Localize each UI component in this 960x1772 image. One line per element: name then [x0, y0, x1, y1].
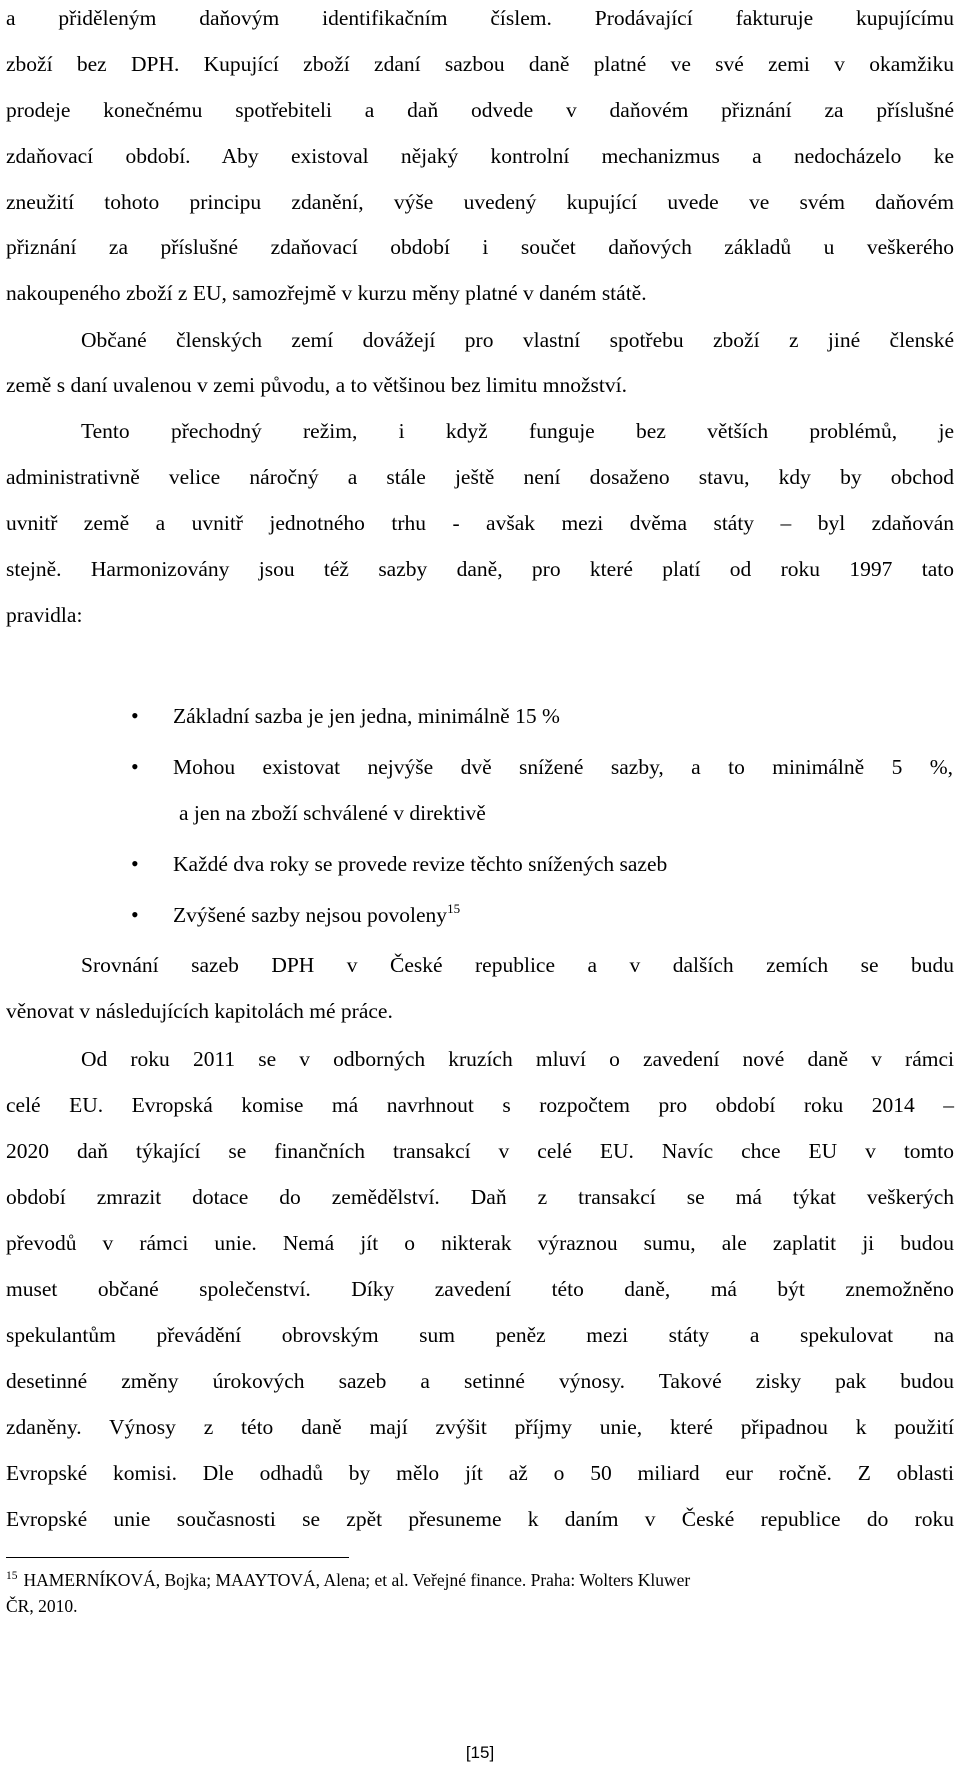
- bullet-item: Mohou existovat nejvýše dvě snížené sazby, a to minimálně 5 %,: [173, 755, 953, 779]
- paragraph-line: země s daní uvalenou v zemi původu, a to většinou bez limitu množství.: [6, 373, 627, 397]
- paragraph-line: přiznání za příslušné zdaňovací období i součet daňových základů u veškerého: [6, 235, 954, 259]
- bullet-item-text: Zvýšené sazby nejsou povoleny: [173, 903, 448, 927]
- bullet-marker: •: [131, 754, 139, 779]
- bullet-marker: •: [131, 851, 139, 876]
- paragraph-line: Tento přechodný režim, i když funguje bez větších problémů, je: [81, 419, 954, 443]
- paragraph-line: zneužití tohoto principu zdanění, výše uvedený kupující uvede ve svém daňovém: [6, 190, 954, 214]
- paragraph-line: Od roku 2011 se v odborných kruzích mluví o zavedení nové daně v rámci: [81, 1047, 954, 1071]
- paragraph-line: zdaněny. Výnosy z této daně mají zvýšit příjmy unie, které připadnou k použití: [6, 1415, 954, 1439]
- paragraph-line: pravidla:: [6, 603, 83, 627]
- paragraph-line: zdaňovací období. Aby existoval nějaký kontrolní mechanizmus a nedocházelo ke: [6, 144, 954, 168]
- paragraph-line: muset občané společenství. Díky zavedení této daně, má být znemožněno: [6, 1277, 954, 1301]
- paragraph-line: celé EU. Evropská komise má navrhnout s rozpočtem pro období roku 2014 –: [6, 1093, 954, 1117]
- paragraph-line: zboží bez DPH. Kupující zboží zdaní sazbou daně platné ve své zemi v okamžiku: [6, 52, 954, 76]
- bullet-item: [173, 901, 460, 929]
- footnote-separator: [6, 1557, 349, 1558]
- paragraph-line: Evropské unie současnosti se zpět přesuneme k daním v České republice do roku: [6, 1507, 954, 1531]
- bullet-item: Každé dva roky se provede revize těchto snížených sazeb: [173, 852, 668, 876]
- paragraph-line: Občané členských zemí dovážejí pro vlastní spotřebu zboží z jiné členské: [81, 328, 954, 352]
- paragraph-line: spekulantům převádění obrovským sum peněz mezi státy a spekulovat na: [6, 1323, 954, 1347]
- paragraph-line: prodeje konečnému spotřebiteli a daň odvede v daňovém přiznání za příslušné: [6, 98, 954, 122]
- bullet-item-continuation: a jen na zboží schválené v direktivě: [179, 801, 486, 825]
- paragraph-line: desetinné změny úrokových sazeb a setinné výnosy. Takové zisky pak budou: [6, 1369, 954, 1393]
- page-number: [15]: [465, 1743, 495, 1762]
- footnote: [6, 1569, 954, 1594]
- bullet-marker: •: [131, 703, 139, 728]
- paragraph-line: nakoupeného zboží z EU, samozřejmě v kurzu měny platné v daném státě.: [6, 281, 647, 305]
- paragraph-line: Srovnání sazeb DPH v České republice a v dalších zemích se budu: [81, 953, 954, 977]
- footnote-text: HAMERNÍKOVÁ, Bojka; MAAYTOVÁ, Alena; et al. Veřejné finance. Praha: Wolters Kluwer: [23, 1570, 691, 1590]
- paragraph-line: období zmrazit dotace do zemědělství. Daň z transakcí se má týkat veškerých: [6, 1185, 954, 1209]
- paragraph-line: 2020 daň týkající se finančních transakcí v celé EU. Navíc chce EU v tomto: [6, 1139, 954, 1163]
- footnote-continuation: ČR, 2010.: [6, 1596, 78, 1616]
- footnote-number: 15: [6, 1570, 18, 1582]
- paragraph-line: stejně. Harmonizovány jsou též sazby daně, pro které platí od roku 1997 tato: [6, 557, 954, 581]
- bullet-item: Základní sazba je jen jedna, minimálně 15 %: [173, 704, 560, 728]
- paragraph-line: věnovat v následujících kapitolách mé práce.: [6, 999, 393, 1023]
- footnote-reference: 15: [447, 900, 461, 916]
- paragraph-line: a přiděleným daňovým identifikačním číslem. Prodávající fakturuje kupujícímu: [6, 6, 954, 30]
- paragraph-line: uvnitř země a uvnitř jednotného trhu - avšak mezi dvěma státy – byl zdaňován: [6, 511, 954, 535]
- paragraph-line: administrativně velice náročný a stále ještě není dosaženo stavu, kdy by obchod: [6, 465, 954, 489]
- paragraph-line: převodů v rámci unie. Nemá jít o nikterak výraznou sumu, ale zaplatit ji budou: [6, 1231, 954, 1255]
- paragraph-line: Evropské komisi. Dle odhadů by mělo jít až o 50 miliard eur ročně. Z oblasti: [6, 1461, 954, 1485]
- bullet-marker: •: [131, 902, 139, 927]
